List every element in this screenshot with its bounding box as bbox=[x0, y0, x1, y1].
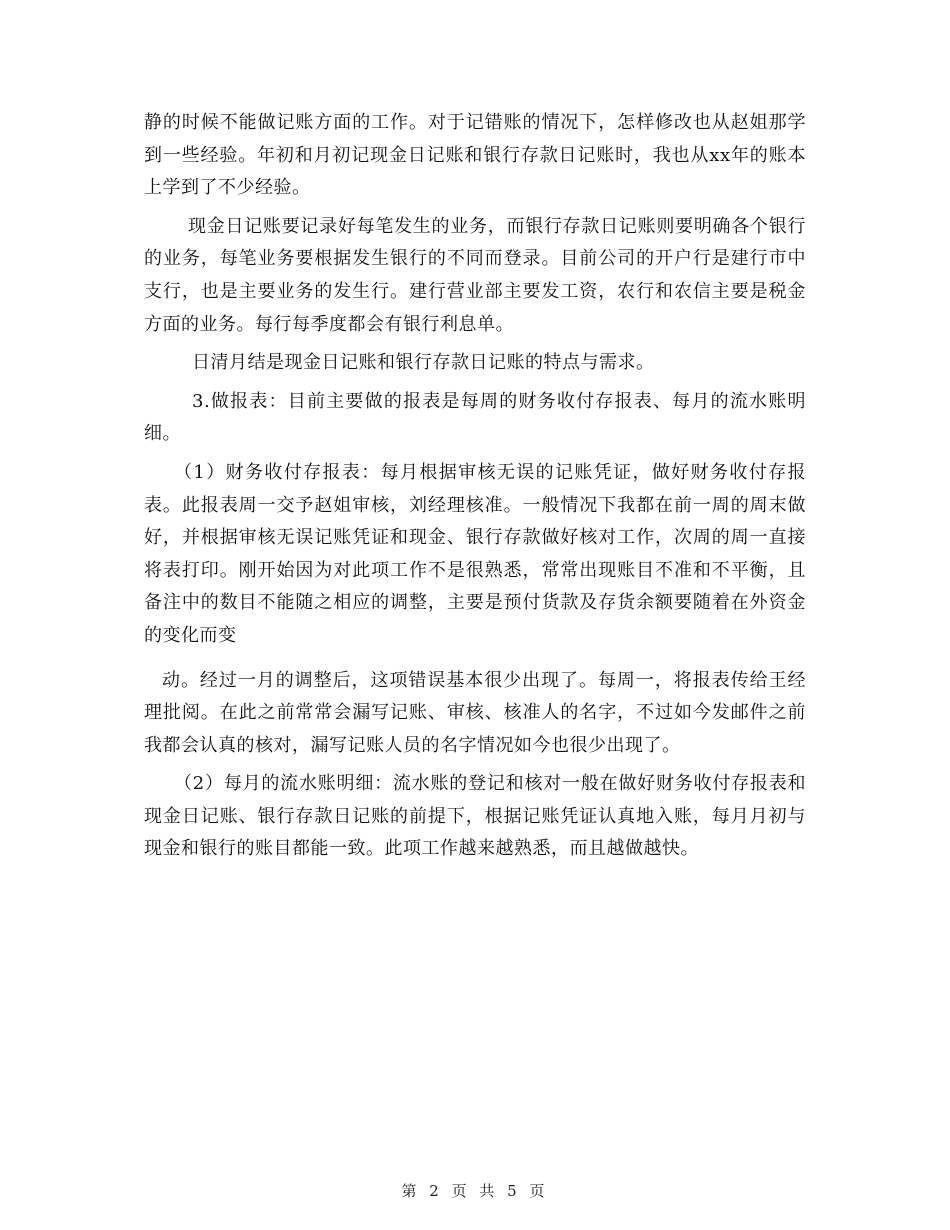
document-body bbox=[144, 107, 806, 866]
paragraph-2: 现金日记账要记录好每笔发生的业务，而银行存款日记账则要明确各个银行的业务，每笔业务要根据发生银行的不同而登录。目前公司的开户行是建行市中支行，也是主要业务的发生行。建行营业部主要发工资，农行和农信主要是税金方面的业务。每行每季度都会有银行利息单。 bbox=[144, 215, 806, 335]
paragraph-5: （1）财务收付存报表：每月根据审核无误的记账凭证，做好财务收付存报表。此报表周一交予赵姐审核，刘经理核准。一般情况下我都在前一周的周末做好，并根据审核无误记账凭证和现金、银行存款做好核对工作，次周的周一直接将表打印。刚开始因为对此项工作不是很熟悉，常常出现账目不准和不平衡，且备注中的数目不能随之相应的调整，主要是预付货款及存货余额要随着在外资金的变化而变 bbox=[144, 461, 806, 646]
paragraph-6: 动。经过一月的调整后，这项错误基本很少出现了。每周一，将报表传给王经理批阅。在此之前常常会漏写记账、审核、核准人的名字，不过如今发邮件之前我都会认真的核对，漏写记账人员的名字情况如今也很少出现了。 bbox=[144, 669, 806, 756]
paragraph-3: 日清月结是现金日记账和银行存款日记账的特点与需求。 bbox=[192, 352, 655, 374]
paragraph-1: 静的时候不能做记账方面的工作。对于记错账的情况下，怎样修改也从赵姐那学到一些经验。年初和月初记现金日记账和银行存款日记账时，我也从xx年的账本上学到了不少经验。 bbox=[144, 112, 806, 199]
paragraph-7: （2）每月的流水账明细：流水账的登记和核对一般在做好财务收付存报表和现金日记账、银行存款日记账的前提下，根据记账凭证认真地入账，每月月初与现金和银行的账目都能一致。此项工作越来越熟悉，而且越做越快。 bbox=[144, 773, 806, 860]
paragraph-4: 3.做报表：目前主要做的报表是每周的财务收付存报表、每月的流水账明细。 bbox=[144, 390, 806, 445]
page-number-footer: 第 2 页 共 5 页 bbox=[401, 1182, 549, 1200]
